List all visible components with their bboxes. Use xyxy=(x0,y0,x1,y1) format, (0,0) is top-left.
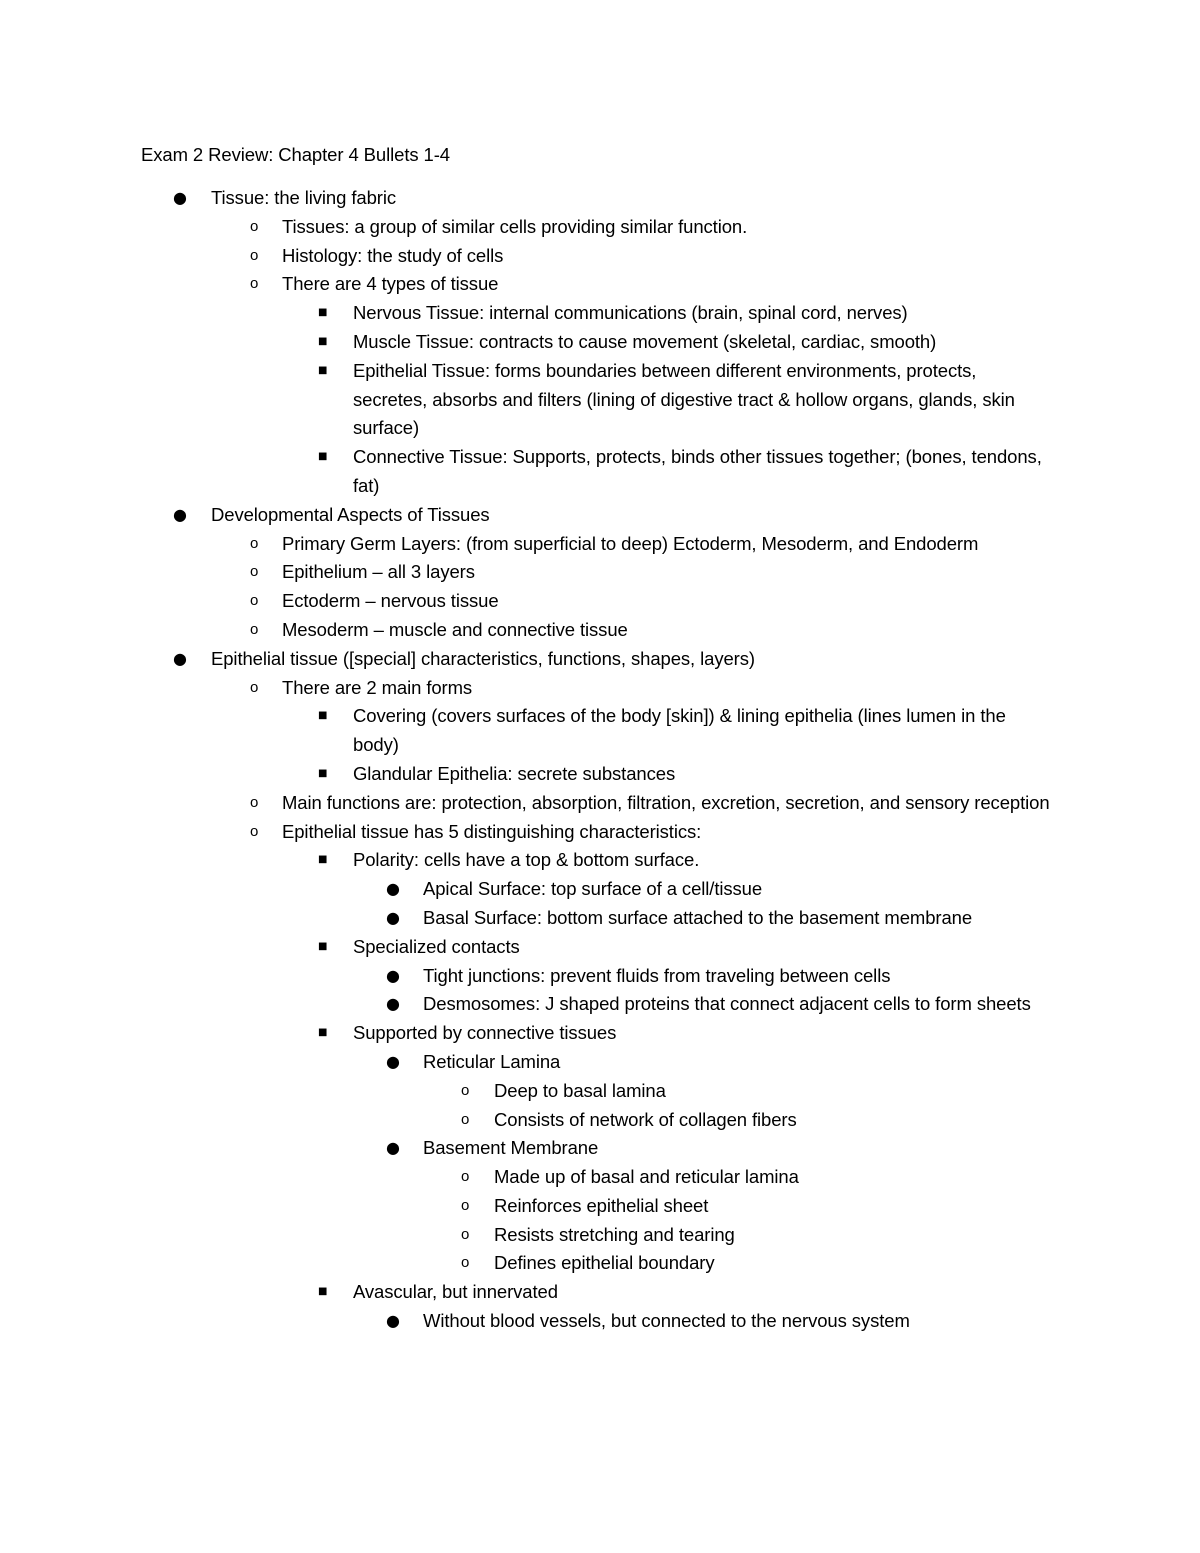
bullet-outline xyxy=(0,184,1200,1336)
list-item xyxy=(0,875,1200,904)
list-item xyxy=(0,1019,1200,1048)
bullet-disc-icon: ● xyxy=(386,879,400,899)
document-body xyxy=(0,140,1200,1336)
bullet-circle-icon: o xyxy=(461,1081,470,1099)
list-item xyxy=(0,299,1200,328)
list-item-text: Tissue: the living fabric xyxy=(211,187,396,208)
bullet-circle-icon: o xyxy=(250,275,259,293)
list-item-text: Reticular Lamina xyxy=(423,1050,561,1072)
bullet-circle-icon: o xyxy=(250,678,259,696)
bullet-circle-icon: o xyxy=(250,592,259,610)
list-item-text: Covering (covers surfaces of the body [skin]) & lining epithelia (lines lumen in the body) xyxy=(353,705,1006,756)
list-item xyxy=(0,1249,1200,1278)
list-item xyxy=(0,1106,1200,1135)
bullet-circle-icon: o xyxy=(461,1225,470,1243)
bullet-square-icon: ■ xyxy=(318,364,328,376)
list-item-text: There are 4 types of tissue xyxy=(282,273,499,295)
bullet-circle-icon: o xyxy=(461,1168,470,1186)
list-item-text: Epithelial tissue has 5 distinguishing characteristics: xyxy=(282,820,702,842)
list-item-text: Tight junctions: prevent fluids from traveling between cells xyxy=(423,964,891,986)
list-item-text: Without blood vessels, but connected to the nervous system xyxy=(423,1310,910,1332)
list-item xyxy=(0,184,1200,213)
bullet-disc-icon: ● xyxy=(386,1311,400,1331)
list-item xyxy=(0,242,1200,271)
list-item xyxy=(0,1048,1200,1077)
list-item xyxy=(0,357,1200,443)
list-item-text: Desmosomes: J shaped proteins that connect adjacent cells to form sheets xyxy=(423,993,1031,1015)
bullet-disc-icon: ● xyxy=(386,965,400,985)
list-item xyxy=(0,789,1200,818)
bullet-circle-icon: o xyxy=(250,246,259,264)
bullet-disc-icon: ● xyxy=(386,1138,400,1158)
bullet-circle-icon: o xyxy=(461,1254,470,1272)
list-item-text: Basement Membrane xyxy=(423,1137,599,1159)
list-item xyxy=(0,270,1200,299)
list-item-text: Developmental Aspects of Tissues xyxy=(211,503,490,525)
list-item-text: Mesoderm – muscle and connective tissue xyxy=(282,618,628,640)
list-item xyxy=(0,501,1200,530)
bullet-circle-icon: o xyxy=(250,563,259,581)
list-item-text: Reinforces epithelial sheet xyxy=(494,1194,709,1216)
list-item xyxy=(0,616,1200,645)
list-item-text: Consists of network of collagen fibers xyxy=(494,1108,797,1130)
list-item-text: Made up of basal and reticular lamina xyxy=(494,1166,799,1188)
bullet-square-icon: ■ xyxy=(318,1027,328,1039)
list-item-text: Avascular, but innervated xyxy=(353,1281,558,1303)
list-item-text: Ectoderm – nervous tissue xyxy=(282,590,499,612)
list-item xyxy=(0,530,1200,559)
list-item-text: Connective Tissue: Supports, protects, binds other tissues together; (bones, tendons, fat) xyxy=(353,446,1042,496)
bullet-circle-icon: o xyxy=(461,1110,470,1128)
list-item xyxy=(0,558,1200,587)
bullet-square-icon: ■ xyxy=(318,335,328,347)
list-item xyxy=(0,1163,1200,1192)
list-item xyxy=(0,645,1200,674)
bullet-disc-icon: ● xyxy=(386,994,400,1014)
list-item-text: Epithelium – all 3 layers xyxy=(282,561,475,583)
list-item-text: Glandular Epithelia: secrete substances xyxy=(353,762,676,784)
list-item xyxy=(0,1077,1200,1106)
list-item-text: Defines epithelial boundary xyxy=(494,1252,715,1274)
bullet-square-icon: ■ xyxy=(318,451,328,463)
list-item xyxy=(0,1221,1200,1250)
bullet-square-icon: ■ xyxy=(318,767,328,779)
list-item xyxy=(0,674,1200,703)
bullet-disc-icon: ● xyxy=(173,648,187,668)
list-item-text: Main functions are: protection, absorption, filtration, excretion, secretion, and sensory reception xyxy=(282,791,1050,813)
list-item-text: Epithelial tissue ([special] characteristics, functions, shapes, layers) xyxy=(211,647,755,669)
bullet-square-icon: ■ xyxy=(318,854,328,866)
list-item xyxy=(0,933,1200,962)
bullet-square-icon: ■ xyxy=(318,710,328,722)
list-item xyxy=(0,328,1200,357)
list-item xyxy=(0,1134,1200,1163)
list-item-text: Deep to basal lamina xyxy=(494,1079,666,1101)
bullet-circle-icon: o xyxy=(461,1196,470,1214)
list-item xyxy=(0,587,1200,616)
list-item xyxy=(0,1278,1200,1307)
bullet-circle-icon: o xyxy=(250,793,259,811)
list-item-text: Nervous Tissue: internal communications (brain, spinal cord, nerves) xyxy=(353,302,908,324)
bullet-square-icon: ■ xyxy=(318,940,328,952)
bullet-circle-icon: o xyxy=(250,217,259,235)
document-title: Exam 2 Review: Chapter 4 Bullets 1-4 xyxy=(141,144,450,165)
bullet-disc-icon: ● xyxy=(173,188,187,207)
list-item xyxy=(0,904,1200,933)
list-item xyxy=(0,990,1200,1019)
bullet-square-icon: ■ xyxy=(318,307,328,319)
bullet-circle-icon: o xyxy=(250,534,259,552)
list-item xyxy=(0,846,1200,875)
bullet-disc-icon: ● xyxy=(386,1051,400,1071)
bullet-circle-icon: o xyxy=(250,822,259,840)
list-item xyxy=(0,962,1200,991)
list-item-text: Polarity: cells have a top & bottom surface. xyxy=(353,849,700,871)
list-item xyxy=(0,1192,1200,1221)
bullet-circle-icon: o xyxy=(250,620,259,638)
list-item xyxy=(0,818,1200,847)
list-item-text: Basal Surface: bottom surface attached to the basement membrane xyxy=(423,906,973,928)
list-item-text: Muscle Tissue: contracts to cause movement (skeletal, cardiac, smooth) xyxy=(353,330,937,352)
list-item xyxy=(0,702,1200,760)
list-item-text: There are 2 main forms xyxy=(282,676,473,698)
list-item xyxy=(0,1307,1200,1336)
list-item xyxy=(0,760,1200,789)
list-item-text: Resists stretching and tearing xyxy=(494,1223,735,1245)
list-item-text: Tissues: a group of similar cells providing similar function. xyxy=(282,215,748,237)
bullet-disc-icon: ● xyxy=(386,907,400,927)
list-item-text: Epithelial Tissue: forms boundaries between different environments, protects, secretes, absorbs and filters (lining of digestive tract & hollow organs, glands, skin surface) xyxy=(353,359,1015,439)
list-item xyxy=(0,443,1200,501)
list-item-text: Supported by connective tissues xyxy=(353,1022,617,1044)
list-item xyxy=(0,213,1200,242)
bullet-square-icon: ■ xyxy=(318,1286,328,1298)
list-item-text: Histology: the study of cells xyxy=(282,244,504,266)
list-item-text: Primary Germ Layers: (from superficial to deep) Ectoderm, Mesoderm, and Endoderm xyxy=(282,532,979,554)
bullet-disc-icon: ● xyxy=(173,504,187,524)
list-item-text: Apical Surface: top surface of a cell/tissue xyxy=(423,878,763,900)
list-item-text: Specialized contacts xyxy=(353,935,520,957)
